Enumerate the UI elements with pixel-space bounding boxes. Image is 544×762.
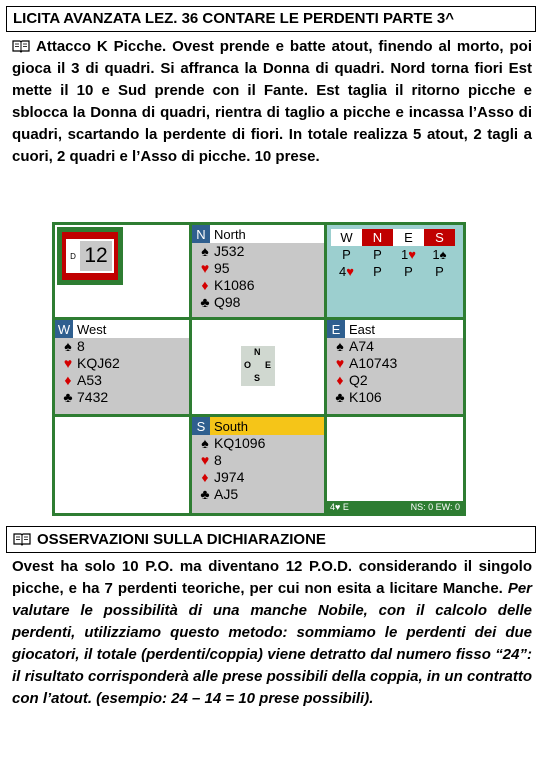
diamond-icon: ♦ — [201, 469, 209, 485]
spade-icon: ♠ — [336, 338, 344, 354]
east-hand — [327, 320, 463, 414]
south-hand — [192, 417, 324, 513]
lesson-title — [6, 6, 536, 32]
dealer-label: D — [70, 251, 76, 261]
south-clubs: ♣ AJ5 — [192, 486, 324, 503]
east-clubs: ♣ K106 — [327, 389, 463, 406]
south-header — [192, 417, 324, 435]
section-title-text: OSSERVAZIONI SULLA DICHIARAZIONE — [37, 531, 326, 548]
play-description-text: Attacco K Picche. Ovest prende e batte atout, finendo al morto, poi gioca il 3 di quadri. Si affranca la Donna di quadri. Nord torna fiori Est mette il 10 e Sud prende con il Fante. Est taglia il ritorno picche e sblocca la Donna di quadri, rientra di taglio a picche e incassa l’Asso di quadri, scartando la perdente di fiori. In totale realizza 5 atout, 2 tagli a cuori, 2 quadri e l’Asso di picche. 10 prese. — [12, 38, 532, 165]
heart-icon: ♥ — [200, 452, 210, 468]
play-description — [12, 36, 532, 168]
east-spades: ♠ A74 — [327, 338, 463, 355]
east-label: East — [349, 321, 376, 337]
board-number-frame — [57, 227, 123, 285]
board-info-cell — [55, 225, 189, 317]
west-label: West — [77, 321, 107, 337]
east-seat-badge: E — [327, 320, 345, 338]
compass-o: O — [244, 360, 252, 370]
contract-label: 4♥ E — [330, 502, 349, 512]
lesson-title-text: LICITA AVANZATA LEZ. 36 CONTARE LE PERDENTI PARTE 3^ — [13, 10, 454, 27]
north-seat-badge: N — [192, 225, 210, 243]
board-number: 12 — [80, 241, 112, 271]
book-icon — [13, 532, 31, 546]
west-header — [55, 320, 189, 338]
empty-cell — [55, 417, 189, 513]
spade-icon: ♠ — [64, 338, 72, 354]
book-icon — [12, 39, 30, 53]
section-title — [6, 526, 536, 553]
west-hearts: ♥ KQJ62 — [55, 355, 189, 372]
observation-text — [12, 556, 532, 710]
heart-icon: ♥ — [335, 355, 345, 371]
diamond-icon: ♦ — [336, 372, 344, 388]
club-icon: ♣ — [335, 389, 345, 405]
north-hearts: ♥ 95 — [192, 260, 324, 277]
bidding-header — [331, 229, 459, 246]
west-seat-badge: W — [55, 320, 73, 338]
diamond-icon: ♦ — [64, 372, 72, 388]
compass-s: S — [254, 373, 261, 383]
compass-e: E — [265, 360, 272, 370]
bridge-diagram — [52, 222, 466, 516]
north-label: North — [214, 226, 246, 242]
diamond-icon: ♦ — [201, 277, 209, 293]
club-icon: ♣ — [200, 294, 210, 310]
north-header — [192, 225, 324, 243]
observation-plain: Ovest ha solo 10 P.O. ma diventano 12 P.O.D. considerando il singolo picche, e ha 7 perdenti teoriche, per cui non esita a licitare Manche. — [12, 558, 532, 597]
south-label: South — [214, 418, 248, 434]
table-center — [192, 320, 324, 414]
bidding-row: 4♥ P P P — [339, 264, 444, 279]
spade-icon: ♠ — [201, 435, 209, 451]
bid-header-w: W — [331, 229, 362, 246]
north-hand — [192, 225, 324, 317]
contract-cell — [327, 417, 463, 513]
heart-icon: ♥ — [200, 260, 210, 276]
south-hearts: ♥ 8 — [192, 452, 324, 469]
bid-header-e: E — [393, 229, 424, 246]
east-diamonds: ♦ Q2 — [327, 372, 463, 389]
bid-header-n: N — [362, 229, 393, 246]
bid-header-s: S — [424, 229, 455, 246]
bidding-box — [327, 225, 463, 317]
contract-info-bar — [327, 501, 463, 513]
west-diamonds: ♦ A53 — [55, 372, 189, 389]
north-spades: ♠ J532 — [192, 243, 324, 260]
west-clubs: ♣ 7432 — [55, 389, 189, 406]
west-hand — [55, 320, 189, 414]
north-clubs: ♣ Q98 — [192, 294, 324, 311]
club-icon: ♣ — [63, 389, 73, 405]
spade-icon: ♠ — [201, 243, 209, 259]
east-hearts: ♥ A10743 — [327, 355, 463, 372]
compass-n: N — [254, 347, 261, 357]
score-label: NS: 0 EW: 0 — [410, 502, 460, 512]
south-diamonds: ♦ J974 — [192, 469, 324, 486]
south-seat-badge: S — [192, 417, 210, 435]
west-spades: ♠ 8 — [55, 338, 189, 355]
south-spades: ♠ KQ1096 — [192, 435, 324, 452]
east-header — [327, 320, 463, 338]
heart-icon: ♥ — [63, 355, 73, 371]
observation-italic: Per valutare le possibilità di una manche Nobile, con il calcolo delle perdenti, utilizziamo questo metodo: sommiamo le perdenti dei due giocatori, il totale (perdenti/coppia) viene detratto dal numero fisso “24”: il risultato corrisponderà alle prese possibili della coppia, in un contratto con l’atout. (esempio: 24 – 14 = 10 prese possibili). — [12, 580, 532, 707]
bidding-row: P P 1♥ 1♠ — [342, 247, 447, 262]
club-icon: ♣ — [200, 486, 210, 502]
north-diamonds: ♦ K1086 — [192, 277, 324, 294]
compass — [241, 346, 275, 386]
